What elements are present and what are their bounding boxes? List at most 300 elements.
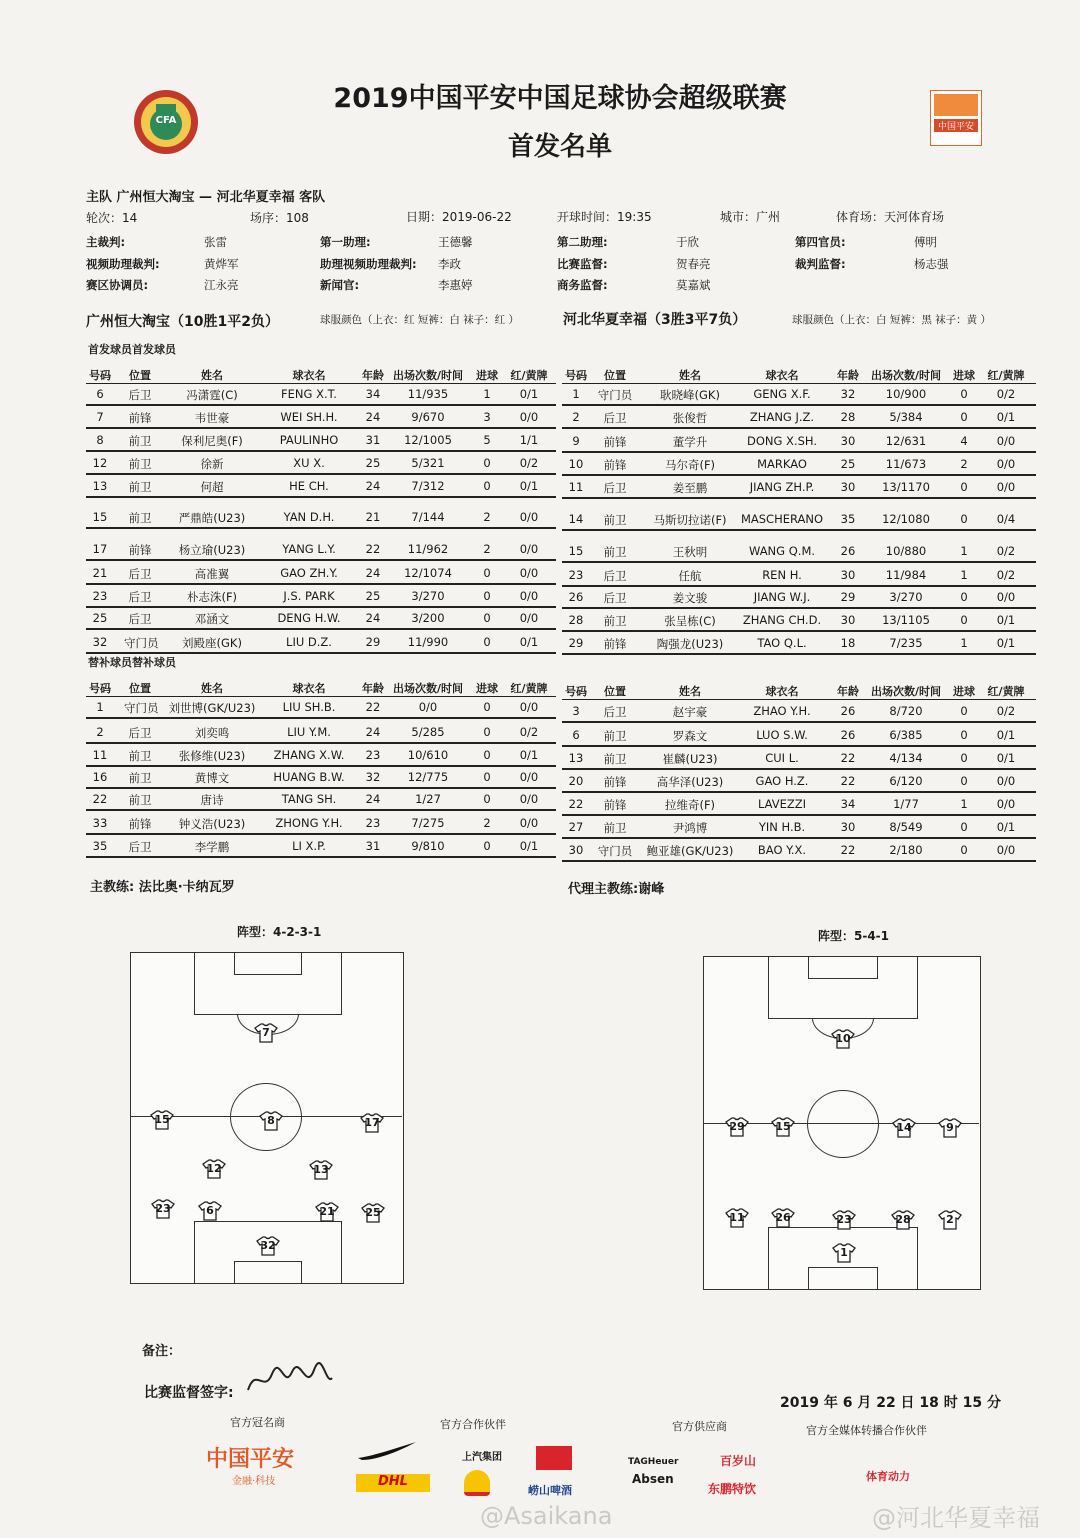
player-name: 姜至鹏 (672, 481, 708, 495)
player-apps: 12/1005 (404, 433, 452, 447)
player-cards: 0/1 (519, 635, 539, 649)
player-shirt-name: GENG X.F. (753, 387, 811, 401)
row-divider (562, 529, 1036, 531)
player-number: 25 (92, 611, 108, 625)
column-header: 位置 (129, 682, 151, 695)
player-cards: 0/0 (519, 589, 539, 603)
player-apps: 7/312 (411, 479, 445, 493)
official-name: 张雷 (204, 235, 227, 249)
player-goals: 0 (483, 479, 491, 493)
column-header: 姓名 (201, 682, 223, 695)
player-position: 前卫 (128, 749, 152, 763)
player-shirt-name: LIU SH.B. (282, 700, 336, 714)
player-goals: 2 (483, 816, 491, 830)
column-header: 号码 (565, 369, 587, 382)
shirt-number: 15 (154, 1113, 170, 1126)
signed-datetime: 2019 年 6 月 22 日 18 时 15 分 (780, 1395, 1002, 1411)
header-divider (562, 383, 1036, 384)
player-position: 后卫 (128, 388, 152, 402)
player-name: 刘殿座(GK) (182, 636, 242, 650)
row-divider (86, 765, 556, 767)
player-cards: 0/0 (996, 590, 1016, 604)
column-header: 姓名 (201, 369, 223, 382)
column-header: 号码 (89, 682, 111, 695)
player-goals: 0 (960, 704, 968, 718)
player-position: 前卫 (128, 771, 152, 785)
player-position: 前卫 (603, 513, 627, 527)
shirt-number: 15 (775, 1120, 791, 1133)
official-name: 李惠婷 (438, 278, 473, 292)
player-age: 24 (365, 792, 381, 806)
official-role: 第二助理: (557, 235, 608, 249)
player-position: 后卫 (128, 612, 152, 626)
player-shirt-icon (771, 1208, 795, 1228)
column-header: 位置 (129, 369, 151, 382)
player-name: 杨立瑜(U23) (178, 543, 246, 557)
player-name: 罗森文 (672, 729, 708, 743)
row-divider (86, 628, 556, 630)
row-divider (562, 721, 1036, 723)
player-age: 21 (365, 510, 381, 524)
player-shirt-icon (771, 1117, 795, 1137)
column-header: 出场次数/时间 (870, 685, 942, 698)
player-cards: 0/1 (996, 751, 1016, 765)
player-cards: 0/0 (519, 542, 539, 556)
player-goals: 2 (483, 510, 491, 524)
player-position: 前卫 (603, 821, 627, 835)
column-header: 出场次数/时间 (392, 369, 464, 382)
row-divider (86, 833, 556, 835)
player-apps: 10/880 (885, 544, 927, 558)
round: 轮次：14 (86, 211, 138, 225)
player-age: 23 (365, 748, 381, 762)
shirt-number: 32 (260, 1239, 276, 1252)
player-shirt-name: J.S. PARK (283, 589, 335, 603)
player-goals: 0 (960, 480, 968, 494)
player-position: 守门员 (597, 844, 633, 858)
player-shirt-name: YIN H.B. (758, 820, 806, 834)
away-pitch (703, 956, 981, 1290)
row-divider (562, 768, 1036, 770)
player-apps: 11/962 (407, 542, 449, 556)
shirt-number: 7 (262, 1026, 270, 1039)
player-goals: 0 (960, 512, 968, 526)
shirt-number: 23 (155, 1202, 171, 1215)
player-goals: 1 (960, 568, 968, 582)
player-number: 15 (92, 510, 108, 524)
player-number: 1 (96, 700, 104, 714)
player-position: 后卫 (603, 705, 627, 719)
player-age: 25 (365, 456, 381, 470)
player-name: 赵宇豪 (672, 705, 708, 719)
player-age: 29 (365, 635, 381, 649)
player-apps: 1/77 (893, 797, 919, 811)
column-header: 姓名 (679, 685, 701, 698)
player-age: 30 (840, 480, 856, 494)
player-age: 32 (840, 387, 856, 401)
home-kit: 球服颜色（上衣：红 短裤：白 袜子：红 ） (320, 314, 520, 326)
player-age: 30 (840, 820, 856, 834)
column-header: 进球 (953, 369, 975, 382)
player-age: 22 (840, 843, 856, 857)
row-divider (562, 427, 1036, 429)
column-header: 球衣名 (765, 685, 799, 698)
player-goals: 0 (960, 613, 968, 627)
row-divider (562, 497, 1036, 499)
nike-logo (356, 1440, 418, 1466)
player-shirt-name: XU X. (293, 456, 325, 470)
player-age: 24 (365, 410, 381, 424)
player-shirt-name: HUANG B.W. (273, 770, 345, 784)
player-position: 后卫 (128, 590, 152, 604)
player-number: 15 (568, 544, 584, 558)
shirt-number: 25 (365, 1206, 381, 1219)
player-shirt-icon (832, 1243, 856, 1263)
player-name: 刘世博(GK/U23) (168, 701, 256, 715)
player-shirt-icon (891, 1210, 915, 1230)
player-position: 前卫 (128, 511, 152, 525)
player-age: 30 (840, 613, 856, 627)
player-cards: 0/2 (996, 568, 1016, 582)
row-divider (562, 404, 1036, 406)
player-position: 前卫 (603, 752, 627, 766)
watermark-right: @河北华夏幸福 (872, 1504, 1040, 1532)
row-divider (86, 473, 556, 475)
player-cards: 0/1 (519, 479, 539, 493)
player-apps: 6/120 (889, 774, 923, 788)
player-age: 25 (365, 589, 381, 603)
column-header: 进球 (953, 685, 975, 698)
player-age: 24 (365, 725, 381, 739)
column-header: 球衣名 (292, 369, 326, 382)
row-divider (562, 860, 1036, 862)
player-name: 张修维(U23) (178, 749, 246, 763)
player-cards: 0/1 (519, 748, 539, 762)
player-shirt-name: BAO Y.X. (757, 843, 807, 857)
home-pitch (130, 952, 404, 1284)
player-apps: 12/1080 (882, 512, 930, 526)
column-header: 位置 (604, 685, 626, 698)
player-cards: 0/2 (996, 704, 1016, 718)
player-age: 31 (365, 433, 381, 447)
row-divider (86, 606, 556, 608)
official-name: 贺春亮 (676, 257, 711, 271)
player-apps: 10/610 (407, 748, 449, 762)
player-shirt-name: TAO Q.L. (757, 636, 807, 650)
player-goals: 4 (960, 434, 968, 448)
player-goals: 1 (960, 636, 968, 650)
player-cards: 0/1 (519, 387, 539, 401)
player-cards: 0/0 (519, 700, 539, 714)
player-apps: 13/1170 (882, 480, 930, 494)
player-cards: 0/2 (519, 725, 539, 739)
player-position: 后卫 (128, 567, 152, 581)
player-shirt-name: GAO ZH.Y. (280, 566, 338, 580)
player-apps: 7/235 (889, 636, 923, 650)
watermark-left: @Asaikana (480, 1502, 613, 1530)
stadium: 体育场：天河体育场 (836, 210, 945, 224)
player-apps: 3/270 (889, 590, 923, 604)
row-divider (86, 450, 556, 452)
row-divider (86, 787, 556, 789)
column-header: 进球 (476, 369, 498, 382)
player-name: 朴志洙(F) (186, 590, 238, 604)
player-number: 21 (92, 566, 108, 580)
player-number: 11 (568, 480, 584, 494)
official-role: 视频助理裁判: (86, 257, 160, 271)
player-shirt-name: HE CH. (289, 479, 329, 493)
player-goals: 0 (960, 820, 968, 834)
player-name: 徐新 (200, 457, 224, 471)
column-header: 出场次数/时间 (870, 369, 942, 382)
column-header: 红/黄牌 (510, 682, 548, 695)
player-number: 20 (568, 774, 584, 788)
player-number: 35 (92, 839, 108, 853)
player-name: 高华泽(U23) (656, 775, 724, 789)
player-cards: 0/0 (996, 434, 1016, 448)
player-number: 6 (96, 387, 104, 401)
player-number: 2 (572, 410, 580, 424)
player-goals: 5 (483, 433, 491, 447)
player-cards: 0/0 (996, 457, 1016, 471)
column-header: 位置 (604, 369, 626, 382)
sponsor-dongpeng: 东鹏特饮 (708, 1482, 757, 1496)
player-number: 12 (92, 456, 108, 470)
shirt-number: 21 (319, 1205, 335, 1218)
goal-area-top (234, 952, 302, 975)
player-cards: 0/1 (996, 636, 1016, 650)
column-header: 号码 (565, 685, 587, 698)
match-date: 日期：2019-06-22 (406, 210, 512, 224)
player-shirt-name: ZHANG X.W. (273, 748, 345, 762)
shirt-number: 10 (835, 1032, 851, 1045)
player-apps: 9/810 (411, 839, 445, 853)
player-apps: 7/275 (411, 816, 445, 830)
player-shirt-icon (831, 1029, 855, 1049)
player-cards: 0/0 (519, 816, 539, 830)
player-apps: 1/27 (415, 792, 441, 806)
player-age: 23 (365, 816, 381, 830)
player-goals: 0 (960, 774, 968, 788)
player-age: 24 (365, 566, 381, 580)
player-number: 14 (568, 512, 584, 526)
official-role: 裁判监督: (795, 257, 846, 271)
city: 城市：广州 (720, 210, 781, 224)
player-goals: 2 (960, 457, 968, 471)
player-apps: 12/631 (885, 434, 927, 448)
player-position: 前锋 (128, 411, 152, 425)
player-age: 35 (840, 512, 856, 526)
center-circle (807, 1090, 879, 1158)
player-shirt-name: LUO S.W. (756, 728, 808, 742)
player-number: 23 (568, 568, 584, 582)
row-divider (86, 496, 556, 498)
shell-logo (464, 1470, 490, 1496)
player-age: 28 (840, 410, 856, 424)
player-cards: 0/2 (996, 544, 1016, 558)
player-cards: 0/2 (519, 456, 539, 470)
player-goals: 2 (483, 542, 491, 556)
player-name: 张呈栋(C) (664, 614, 716, 628)
official-role: 第四官员: (795, 235, 846, 249)
player-goals: 0 (960, 751, 968, 765)
player-name: 李学鹏 (194, 840, 230, 854)
supervisor-sign-label: 比赛监督签字: (144, 1385, 234, 1401)
player-age: 32 (365, 770, 381, 784)
player-number: 1 (572, 387, 580, 401)
shirt-number: 26 (775, 1211, 791, 1224)
player-apps: 12/775 (407, 770, 449, 784)
shirt-number: 14 (896, 1121, 912, 1134)
player-shirt-icon (938, 1118, 962, 1138)
tmall-logo (536, 1446, 572, 1470)
official-role: 新闻官: (320, 278, 360, 292)
row-divider (562, 451, 1036, 453)
shirt-number: 28 (895, 1213, 911, 1226)
player-position: 前卫 (603, 545, 627, 559)
player-number: 27 (568, 820, 584, 834)
player-position: 后卫 (603, 481, 627, 495)
player-shirt-icon (151, 1199, 175, 1219)
player-shirt-name: FENG X.T. (281, 387, 337, 401)
header-divider (86, 383, 556, 384)
row-divider (562, 561, 1036, 563)
sponsor-header-media: 官方全媒体转播合作伙伴 (806, 1424, 927, 1437)
official-role: 商务监督: (557, 278, 608, 292)
player-number: 7 (96, 410, 104, 424)
player-name: 马斯切拉诺(F) (653, 513, 727, 527)
player-position: 前锋 (128, 543, 152, 557)
player-goals: 0 (960, 728, 968, 742)
supervisor-signature (244, 1360, 334, 1404)
row-divider (86, 583, 556, 585)
remarks-label: 备注： (142, 1344, 182, 1359)
row-divider (86, 856, 556, 858)
player-age: 25 (840, 457, 856, 471)
player-apps: 3/200 (411, 611, 445, 625)
sponsor-absen: Absen (632, 1472, 674, 1486)
player-apps: 5/384 (889, 410, 923, 424)
player-shirt-name: ZHANG J.Z. (749, 410, 815, 424)
player-number: 16 (92, 770, 108, 784)
player-position: 前卫 (128, 480, 152, 494)
player-cards: 0/1 (996, 410, 1016, 424)
player-name: 高准翼 (194, 567, 230, 581)
player-name: 钟义浩(U23) (178, 817, 246, 831)
row-divider (86, 427, 556, 429)
row-divider (562, 607, 1036, 609)
player-shirt-name: JIANG W.J. (753, 590, 811, 604)
player-shirt-icon (315, 1202, 339, 1222)
player-cards: 0/0 (519, 566, 539, 580)
official-name: 李政 (438, 257, 461, 271)
player-apps: 5/285 (411, 725, 445, 739)
player-cards: 0/0 (519, 792, 539, 806)
player-position: 前锋 (603, 435, 627, 449)
column-header: 红/黄牌 (987, 685, 1025, 698)
player-name: 崔麟(U23) (662, 752, 718, 766)
player-cards: 0/0 (519, 611, 539, 625)
player-apps: 4/134 (889, 751, 923, 765)
player-apps: 7/144 (411, 510, 445, 524)
shirt-number: 6 (206, 1204, 214, 1217)
player-number: 30 (568, 843, 584, 857)
row-divider (86, 652, 556, 654)
player-shirt-icon (254, 1023, 278, 1043)
player-cards: 0/0 (996, 480, 1016, 494)
player-goals: 0 (960, 387, 968, 401)
player-shirt-icon (892, 1118, 916, 1138)
player-shirt-name: YAN D.H. (283, 510, 335, 524)
player-position: 后卫 (603, 411, 627, 425)
starters-label: 首发球员首发球员 (88, 343, 176, 356)
player-cards: 0/1 (519, 839, 539, 853)
player-age: 22 (365, 700, 381, 714)
official-name: 王德馨 (438, 235, 473, 249)
row-divider (562, 653, 1036, 655)
player-apps: 8/720 (889, 704, 923, 718)
player-shirt-name: GAO H.Z. (755, 774, 809, 788)
shirt-number: 29 (729, 1120, 745, 1133)
official-role: 主裁判: (86, 235, 126, 249)
player-goals: 0 (960, 843, 968, 857)
player-position: 守门员 (597, 388, 633, 402)
player-shirt-name: ZHONG Y.H. (275, 816, 343, 830)
player-shirt-icon (361, 1203, 385, 1223)
away-team-name: 河北华夏幸福（3胜3平7负） (563, 312, 747, 328)
shirt-number: 23 (836, 1213, 852, 1226)
player-goals: 0 (483, 700, 491, 714)
row-divider (86, 527, 556, 529)
player-apps: 10/900 (885, 387, 927, 401)
player-number: 23 (92, 589, 108, 603)
player-apps: 5/321 (411, 456, 445, 470)
player-position: 后卫 (603, 591, 627, 605)
player-goals: 0 (483, 839, 491, 853)
official-name: 傅明 (914, 235, 937, 249)
player-shirt-name: JIANG ZH.P. (749, 480, 815, 494)
player-apps: 13/1105 (882, 613, 930, 627)
sponsor-tagheuer: TAGHeuer (628, 1457, 679, 1467)
row-divider (562, 837, 1036, 839)
player-cards: 0/1 (996, 820, 1016, 834)
player-number: 26 (568, 590, 584, 604)
player-shirt-name: ZHANG CH.D. (742, 613, 822, 627)
player-apps: 12/1074 (404, 566, 452, 580)
home-formation: 阵型：4-2-3-1 (237, 925, 322, 939)
player-goals: 0 (483, 770, 491, 784)
player-apps: 0/0 (418, 700, 438, 714)
player-goals: 0 (483, 635, 491, 649)
column-header: 球衣名 (292, 682, 326, 695)
player-age: 26 (840, 704, 856, 718)
player-shirt-name: PAULINHO (279, 433, 339, 447)
player-shirt-name: WANG Q.M. (748, 544, 816, 558)
sponsor-ganten: 百岁山 (720, 1454, 757, 1468)
player-name: 冯潇霆(C) (186, 388, 238, 402)
player-name: 姜文骏 (672, 591, 708, 605)
column-header: 红/黄牌 (987, 369, 1025, 382)
player-cards: 0/0 (519, 770, 539, 784)
player-shirt-name: REN H. (762, 568, 802, 582)
player-shirt-name: LI X.P. (292, 839, 326, 853)
player-goals: 0 (483, 589, 491, 603)
player-apps: 11/673 (885, 457, 927, 471)
player-number: 22 (568, 797, 584, 811)
official-name: 黄烨军 (204, 257, 239, 271)
official-role: 助理视频助理裁判: (320, 257, 417, 271)
player-position: 前锋 (128, 817, 152, 831)
